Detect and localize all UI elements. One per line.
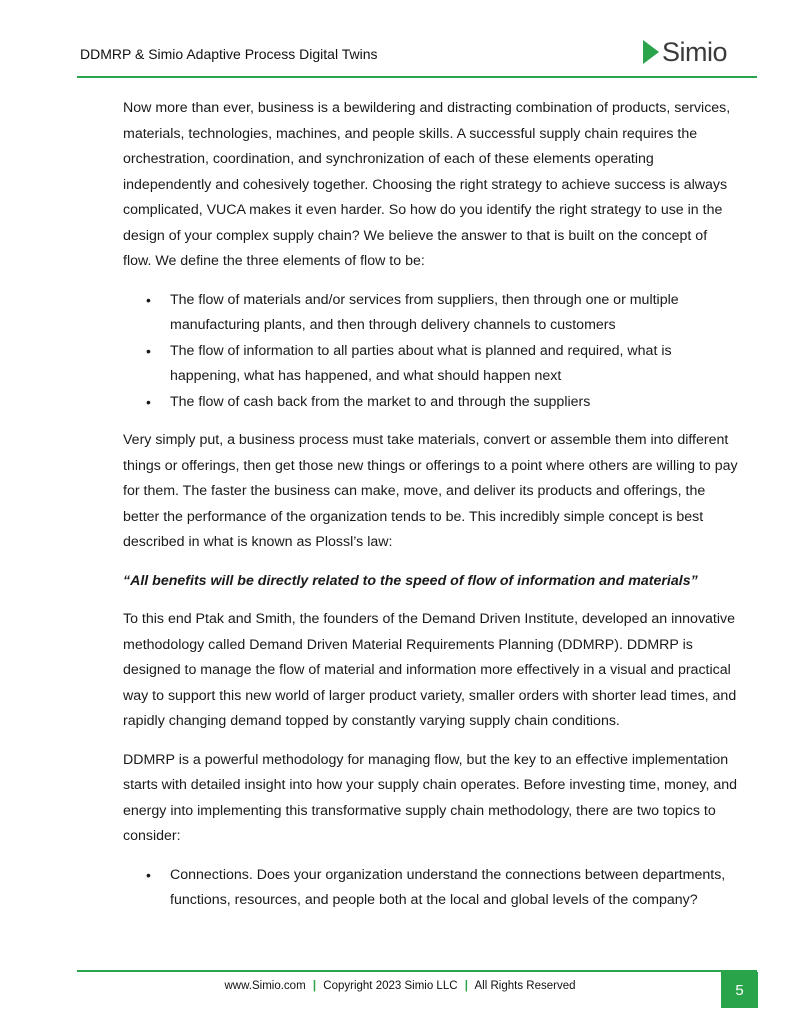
bullet-icon: • [146,291,151,308]
paragraph-business-process: Very simply put, a business process must take materials, convert or assemble them into different things or offerings, then get those new things or offerings to a point where others are willing to pay for them. The faster the business can make, move, and deliver its products and offerings, the better the performance of the organization tends to be. This incredibly simple concept is best described in what is known as Plossl’s law: [123,432,738,550]
list-item: • The flow of cash back from the market to and through the suppliers [123,390,738,416]
document-body [123,96,738,927]
header-divider [77,76,757,78]
document-header-title: DDMRP & Simio Adaptive Process Digital Twins [80,46,378,62]
bullet-icon: • [146,393,151,410]
bullet-icon: • [146,342,151,359]
footer-divider [77,970,757,972]
list-item: • The flow of information to all parties about what is planned and required, what is happening, what has happened, and what should happen next [123,339,738,390]
footer-separator: | [312,980,317,992]
list-item: • The flow of materials and/or services from suppliers, then through one or multiple manufacturing plants, and then through delivery channels to customers [123,288,738,339]
topics-list [123,863,738,914]
footer-copyright: Copyright 2023 Simio LLC [323,980,458,992]
bullet-icon: • [146,866,151,883]
page-number: 5 [721,972,758,1008]
list-item: • Connections. Does your organization understand the connections between departments, functions, resources, and people both at the local and global levels of the company? [123,863,738,914]
footer-website: www.Simio.com [224,980,306,992]
paragraph-flow-intro: Now more than ever, business is a bewildering and distracting combination of products, services, materials, technologies, machines, and people skills. A successful supply chain requires the orchestration, coordination, and synchronization of each of these elements operating independently and cohesively together. Choosing the right strategy to achieve success is always complicated, VUCA makes it even harder. So how do you identify the right strategy to use in the design of your complex supply chain? We believe the answer to that is built on the concept of flow. We define the three elements of flow to be: [123,100,731,269]
page-footer [0,980,800,992]
play-triangle-icon [643,40,659,64]
paragraph-ddmrp-origin: To this end Ptak and Smith, the founders of the Demand Driven Institute, developed an innovative methodology called Demand Driven Material Requirements Planning (DDMRP). DDMRP is designed to manage the flow of material and information more effectively in a visual and practical way to support this new world of larger product variety, smaller orders with shorter lead times, and rapidly changing demand topped by constantly varying supply chain conditions. [123,611,737,729]
footer-separator: | [464,980,468,992]
plossl-law-quote: “All benefits will be directly related to the speed of flow of information and materials” [123,572,698,589]
flow-elements-list [123,288,738,416]
logo-text: Simio [662,37,728,67]
footer-rights: All Rights Reserved [474,980,576,992]
simio-logo [643,38,727,66]
paragraph-ddmrp-implementation: DDMRP is a powerful methodology for managing flow, but the key to an effective implementation starts with detailed insight into how your supply chain operates. Before investing time, money, and energy into implementing this transformative supply chain methodology, there are two topics to consider: [123,751,738,844]
